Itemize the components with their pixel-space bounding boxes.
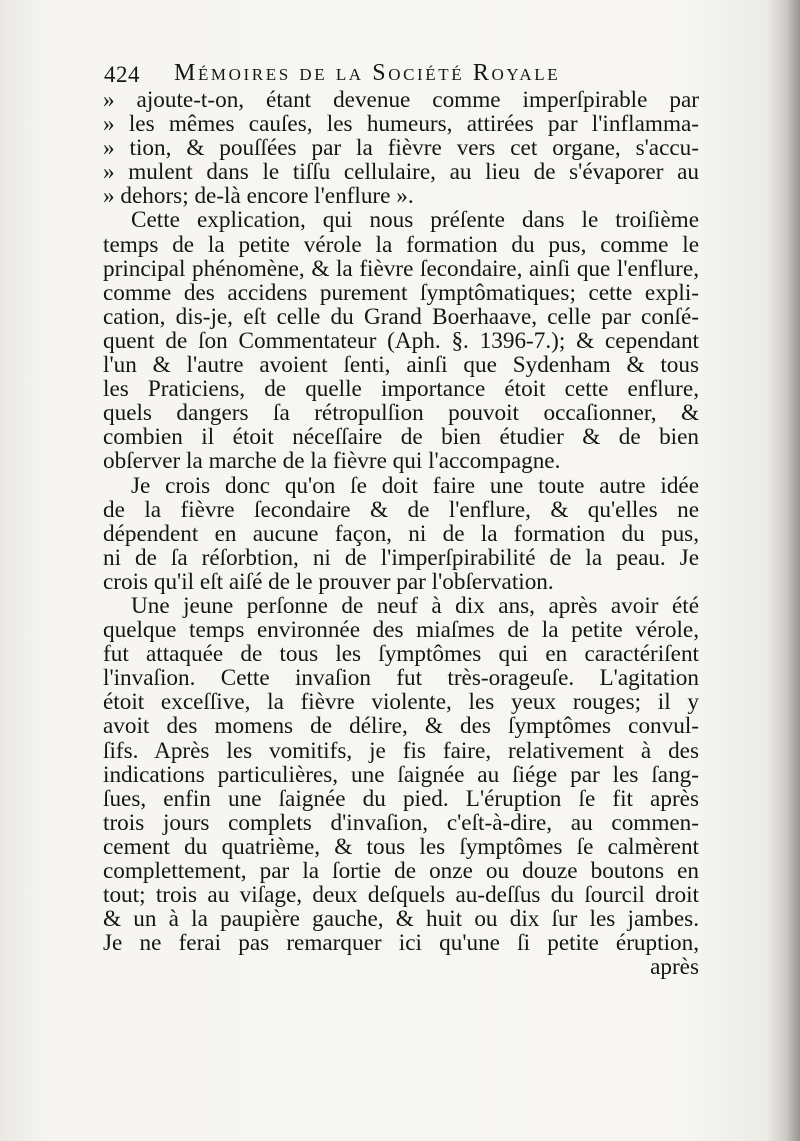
text-line: trois jours complets d'invaſion, c'eſt-à-dire, au commen- [103,809,699,836]
text-line: les Praticiens, de quelle importance étoit cette enflure, [103,376,699,403]
text-line: quent de ſon Commentateur (Aph. §. 1396-7.); & cependant [103,327,699,354]
text-line: l'invaſion. Cette invaſion fut très-orageuſe. L'agitation [103,665,699,692]
text-line: quelque temps environnée des miaſmes de la petite vérole, [103,617,699,644]
catchword: après [650,954,699,981]
text-line: ni de ſa réſorbtion, ni de l'imperſpirabilité de la peau. Je [103,544,699,571]
text-line: temps de la petite vérole la formation du pus, comme le [103,231,699,258]
text-line: » ajoute-t-on, étant devenue comme imperſpirable par [103,87,699,113]
text-line: & un à la paupière gauche, & huit ou dix ſur les jambes. [103,906,699,933]
text-line: avoit des momens de délire, & des ſymptômes convul- [103,713,699,740]
text-line: » tion, & pouſſées par la fièvre vers cet organe, s'accu- [103,135,699,162]
text-line: Cette explication, qui nous préſente dans le troiſième [131,207,699,234]
text-line: combien il étoit néceſſaire de bien étudier & de bien [103,424,699,451]
page-number: 424 [104,62,140,87]
text-line: étoit exceſſive, la fièvre violente, les yeux rouges; il y [103,689,699,716]
text-line: quels dangers ſa rétropulſion pouvoit occaſionner, & [103,400,699,427]
text-line: » dehors; de-là encore l'enflure ». [103,183,414,210]
text-line: » mulent dans le tiſſu cellulaire, au lieu de s'évaporer au [103,159,699,186]
text-line: complettement, par la ſortie de onze ou douze boutons en [103,858,699,884]
text-line: indications particulières, une ſaignée au ſiége par les ſang- [103,761,699,788]
running-title: Mémoires de la Société Royale [174,60,561,86]
text-line: ſifs. Après les vomitifs, je fis faire, relativement à des [103,737,699,764]
text-line: Une jeune perſonne de neuf à dix ans, après avoir été [131,592,699,619]
text-line: comme des accidens purement ſymptômatiques; cette expli- [103,279,699,306]
text-line: l'un & l'autre avoient ſenti, ainſi que Sydenham & tous [103,352,699,379]
text-line: crois qu'il eſt aiſé de le prouver par l'obſervation. [103,568,554,595]
text-line: fut attaquée de tous les ſymptômes qui en caractériſent [103,641,699,668]
body-text [103,88,699,979]
text-line: principal phénomène, & la fièvre ſecondaire, ainſi que l'enflure, [103,255,699,282]
text-line: cement du quatrième, & tous les ſymptômes ſe calmèrent [103,833,699,860]
text-line: Je ne ferai pas remarquer ici qu'une ſi petite éruption, [103,930,699,957]
text-line: » les mêmes cauſes, les humeurs, attirées par l'inflamma- [103,111,699,138]
text-line: ſues, enfin une ſaignée du pied. L'éruption ſe fit après [103,785,699,812]
text-line: tout; trois au viſage, deux deſquels au-deſſus du ſourcil droit [103,882,699,909]
page-edge-shadow [766,0,800,1141]
text-line: de la fièvre ſecondaire & de l'enflure, & qu'elles ne [103,496,699,523]
text-line: dépendent en aucune façon, ni de la formation du pus, [103,520,699,547]
text-line: obſerver la marche de la fièvre qui l'accompagne. [103,448,561,475]
text-line: cation, dis-je, eſt celle du Grand Boerhaave, celle par conſé- [103,303,699,330]
text-line: Je crois donc qu'on ſe doit faire une toute autre idée [131,472,699,499]
